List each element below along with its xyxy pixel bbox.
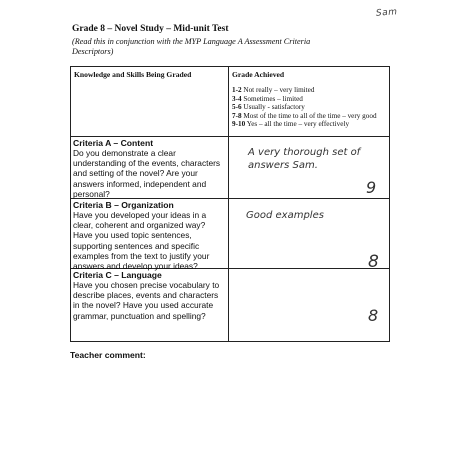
- document-subtitle: (Read this in conjunction with the MYP Language A Assessment Criteria Descriptors): [72, 37, 311, 56]
- scale-item: 1-2 Not really – very limited: [232, 86, 315, 94]
- criteria-c-grade: 8: [368, 306, 379, 325]
- grade-scale: [232, 86, 386, 129]
- scale-item: 5-6 Usually - satisfactory: [232, 103, 305, 112]
- criteria-c-body: Have you chosen precise vocabulary to describe places, events and characters in the novel? Have you used accurate grammar, punctuation and spelling?: [73, 280, 220, 321]
- column-divider: [228, 66, 229, 342]
- grading-table: [70, 66, 390, 342]
- criteria-a-body: Do you demonstrate a clear understanding of the events, characters and setting of the novel? Are your answers informed, independent and personal?: [73, 148, 221, 199]
- corner-signature: Sam: [375, 7, 398, 19]
- criteria-a-title: Criteria A – Content: [73, 138, 154, 148]
- criteria-b-title: Criteria B – Organization: [73, 200, 174, 210]
- header-skills: Knowledge and Skills Being Graded: [74, 70, 192, 79]
- criteria-a-grade: 9: [366, 178, 377, 197]
- criteria-b-body: Have you developed your ideas in a clear, coherent and organized way? Have you used topic sentences, supporting sentences and specific examples from the text to justify your answers and develop your ideas?: [73, 210, 210, 272]
- row-divider: [70, 136, 390, 137]
- criteria-b-comment: Good examples: [246, 210, 324, 221]
- teacher-comment-label: Teacher comment:: [70, 350, 146, 360]
- criteria-b-grade: 8: [368, 252, 379, 272]
- scale-item: 9-10 Yes – all the time – very effectively: [232, 120, 350, 129]
- scale-item: 7-8 Most of the time to all of the time – very good: [232, 111, 377, 120]
- document-title: Grade 8 – Novel Study – Mid-unit Test: [72, 24, 229, 34]
- criteria-a-comment: A very thorough set of answers Sam.: [248, 147, 361, 171]
- scale-item: 3-4 Sometimes – limited: [232, 94, 303, 103]
- criteria-c-title: Criteria C – Language: [73, 270, 162, 280]
- header-grade: Grade Achieved: [232, 70, 285, 79]
